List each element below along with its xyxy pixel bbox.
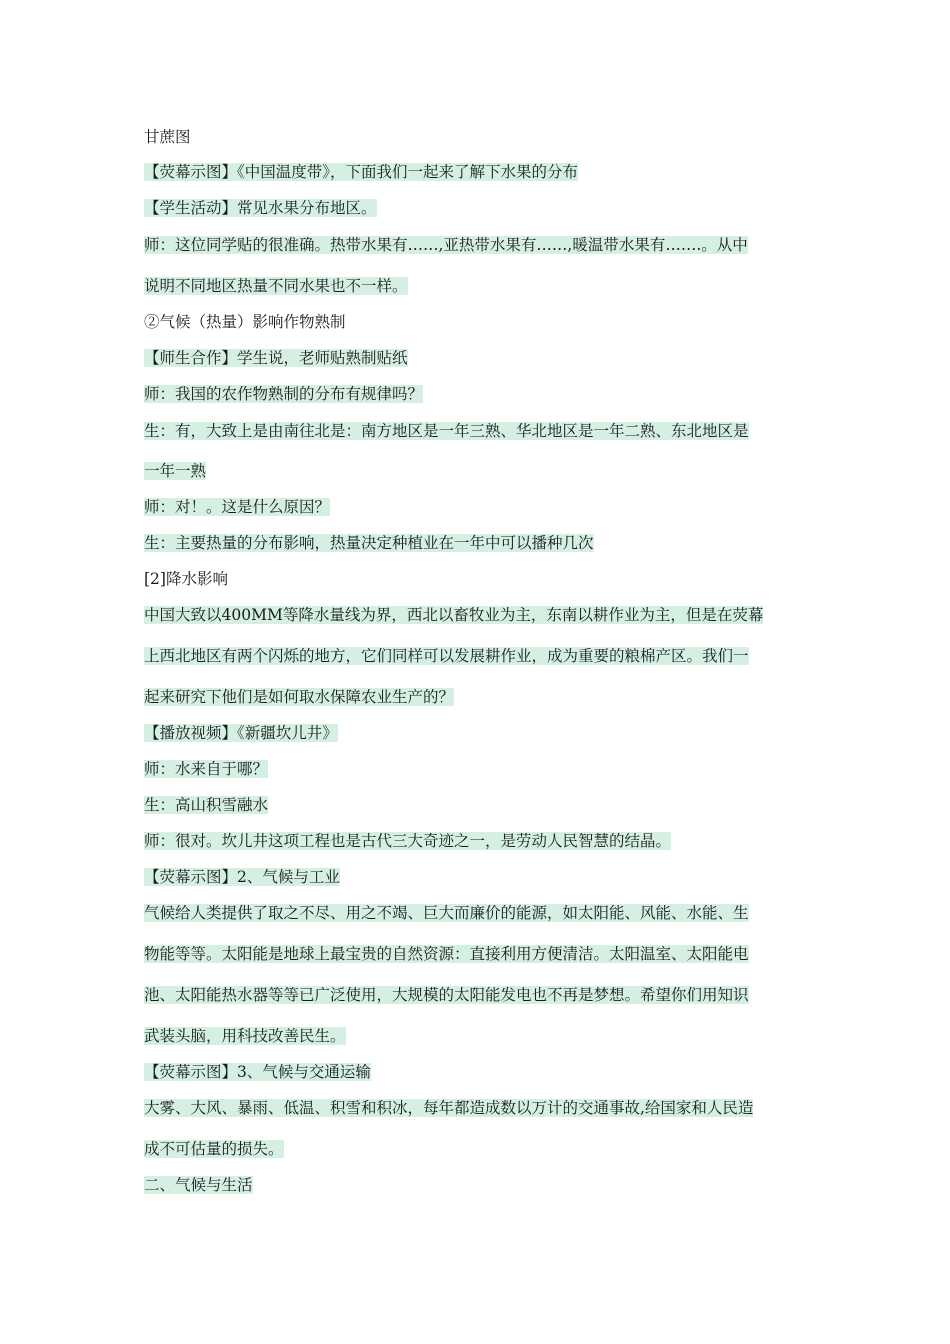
text-line-23 — [144, 944, 749, 964]
text-line-16 — [144, 687, 454, 707]
text-line-27 — [144, 1098, 753, 1118]
line-text: 师：水来自于哪？ — [144, 760, 269, 778]
text-line-19 — [144, 795, 268, 815]
text-line-20 — [144, 831, 671, 851]
text-line-2 — [144, 162, 578, 182]
text-line-4 — [144, 235, 748, 255]
text-line-10 — [144, 461, 206, 481]
line-text: 【学生活动】常见水果分布地区。 — [144, 199, 377, 217]
line-text: 起来研究下他们是如何取水保障农业生产的？ — [144, 688, 455, 706]
line-text: 二、气候与生活 — [144, 1176, 253, 1194]
text-line-18 — [144, 759, 268, 779]
line-text: 物能等等。太阳能是地球上最宝贵的自然资源：直接利用方便清洁。太阳温室、太阳能电 — [144, 945, 749, 963]
text-line-24 — [144, 985, 749, 1005]
line-text: 【荧幕示图】2、气候与工业 — [144, 868, 340, 886]
text-line-11 — [144, 497, 330, 517]
text-line-3 — [144, 198, 377, 218]
text-line-17 — [144, 723, 338, 743]
line-text: 师：对！。这是什么原因？ — [144, 498, 331, 516]
line-text: 生：主要热量的分布影响，热量决定种植业在一年中可以播种几次 — [144, 534, 594, 552]
text-line-1 — [144, 127, 191, 147]
line-text: [2]降水影响 — [144, 570, 228, 588]
text-line-21 — [144, 867, 340, 887]
line-text: 成不可估量的损失。 — [144, 1140, 284, 1158]
text-line-28 — [144, 1139, 284, 1159]
line-text: 中国大致以400MM等降水量线为界，西北以畜牧业为主，东南以耕作业为主，但是在荧幕 — [144, 606, 764, 624]
text-line-15 — [144, 646, 749, 666]
line-text: 上西北地区有两个闪烁的地方，它们同样可以发展耕作业，成为重要的粮棉产区。我们一 — [144, 647, 749, 665]
text-line-26 — [144, 1062, 371, 1082]
line-text: 师：很对。坎儿井这项工程也是古代三大奇迹之一，是劳动人民智慧的结晶。 — [144, 832, 672, 850]
line-text: 武装头脑，用科技改善民生。 — [144, 1027, 346, 1045]
line-text: 师：我国的农作物熟制的分布有规律吗？ — [144, 385, 424, 403]
line-text: 【播放视频】《新疆坎儿井》 — [144, 724, 338, 742]
text-line-6 — [144, 312, 346, 332]
text-line-9 — [144, 421, 749, 441]
text-line-25 — [144, 1026, 346, 1046]
text-line-13 — [144, 569, 228, 589]
line-text: 池、太阳能热水器等等已广泛使用，大规模的太阳能发电也不再是梦想。希望你们用知识 — [144, 986, 749, 1004]
line-text: 【荧幕示图】《中国温度带》，下面我们一起来了解下水果的分布 — [144, 163, 579, 181]
line-text: 【师生合作】学生说，老师贴熟制贴纸 — [144, 349, 408, 367]
text-line-22 — [144, 903, 749, 923]
text-line-5 — [144, 276, 408, 296]
line-text: 气候给人类提供了取之不尽、用之不竭、巨大而廉价的能源，如太阳能、风能、水能、生 — [144, 904, 749, 922]
line-text: 说明不同地区热量不同水果也不一样。 — [144, 277, 408, 295]
line-text: 大雾、大风、暴雨、低温、积雪和积冰，每年都造成数以万计的交通事故,给国家和人民造 — [144, 1099, 754, 1117]
line-text: 甘蔗图 — [144, 128, 191, 146]
line-text: 一年一熟 — [144, 462, 207, 480]
text-line-7 — [144, 348, 408, 368]
text-line-12 — [144, 533, 594, 553]
line-text: 师：这位同学贴的很准确。热带水果有……,亚热带水果有……,暖温带水果有…….。从中 — [144, 236, 748, 254]
text-line-29 — [144, 1175, 253, 1195]
text-line-14 — [144, 605, 763, 625]
text-line-8 — [144, 384, 423, 404]
line-text: 生：高山积雪融水 — [144, 796, 269, 814]
line-text: 【荧幕示图】3、气候与交通运输 — [144, 1063, 371, 1081]
line-text: 生：有，大致上是由南往北是：南方地区是一年三熟、华北地区是一年二熟、东北地区是 — [144, 422, 749, 440]
line-text: ②气候（热量）影响作物熟制 — [144, 313, 346, 331]
